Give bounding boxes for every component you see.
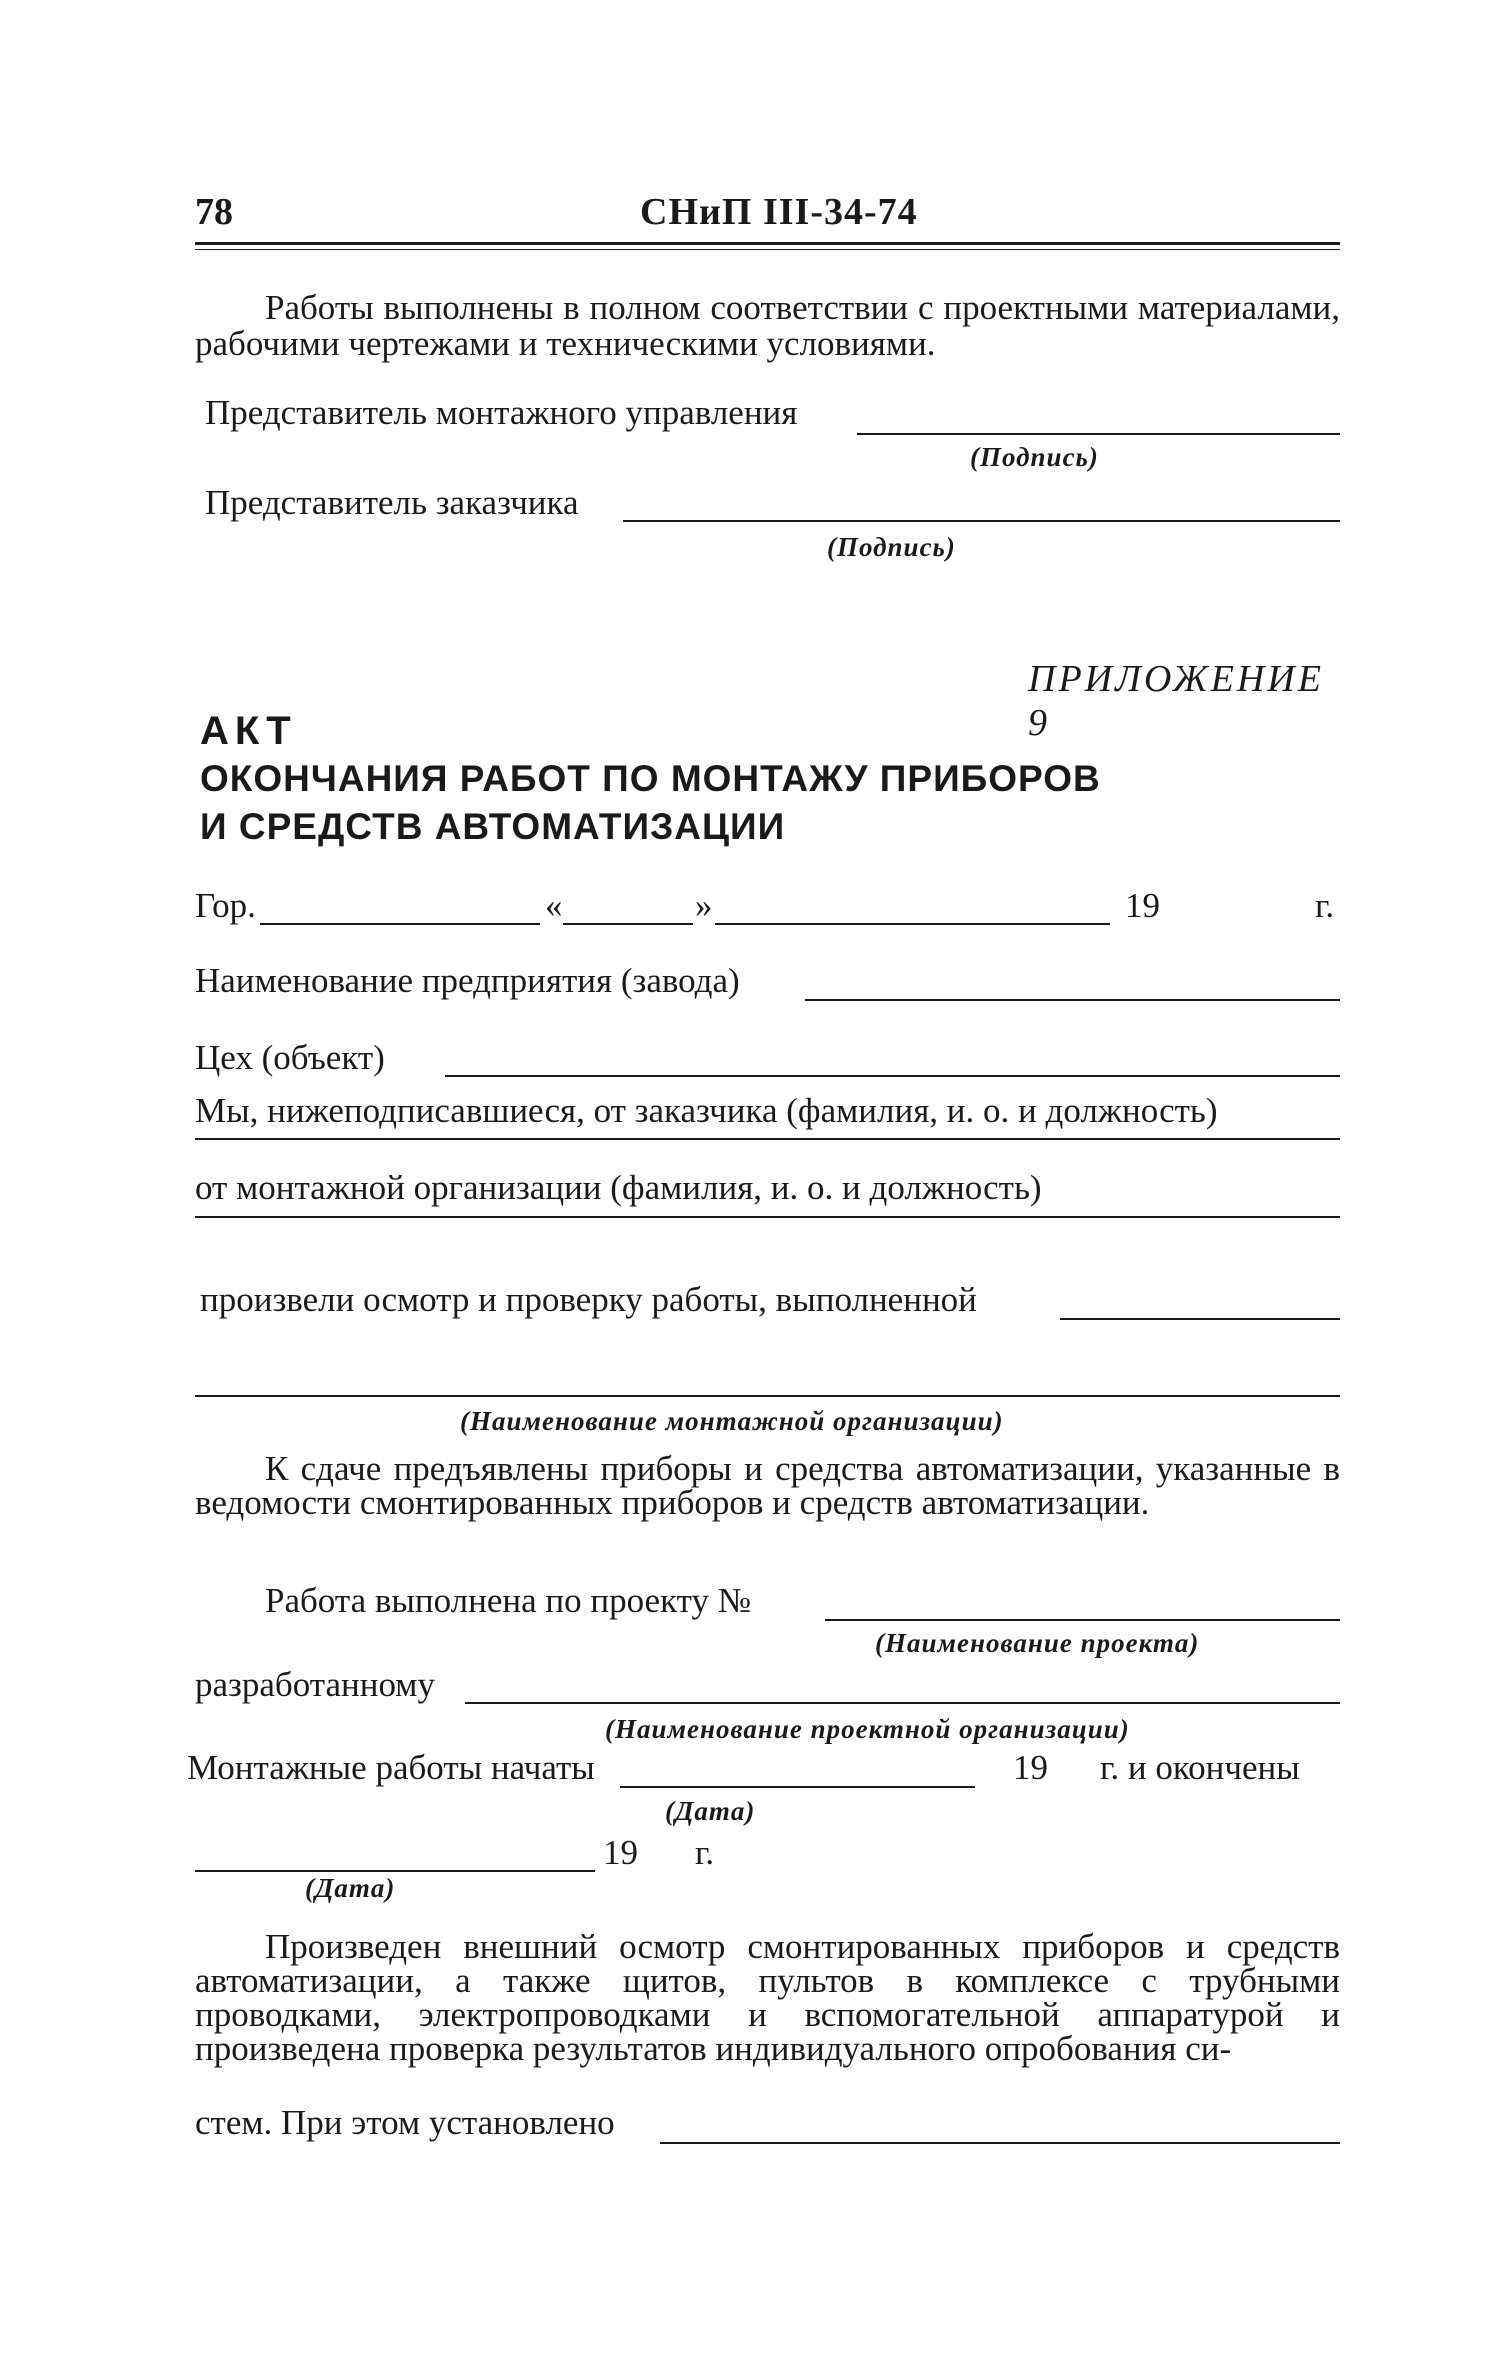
mount-org-caption: (Наименование монтажной организации) bbox=[460, 1406, 1004, 1436]
mount-org-names-field[interactable] bbox=[195, 1216, 1340, 1218]
presented-paragraph: К сдаче предъявлены приборы и средства автоматизации, указанные в ведомости смонтированных приборов и средств автоматизации. bbox=[195, 1449, 1340, 1522]
mount-rep-signature-line[interactable] bbox=[857, 433, 1340, 435]
act-title bbox=[200, 707, 1101, 851]
performed-by-field[interactable] bbox=[1060, 1318, 1340, 1320]
header-rule-thin bbox=[195, 249, 1340, 250]
quote-open: « bbox=[545, 886, 563, 925]
established-label: стем. При этом установлено bbox=[195, 2103, 615, 2142]
end-date-field[interactable] bbox=[195, 1870, 595, 1872]
customer-rep-signature-line[interactable] bbox=[623, 520, 1340, 522]
developed-label: разработанному bbox=[195, 1665, 435, 1704]
date-caption: (Дата) bbox=[665, 1796, 756, 1826]
date-caption: (Дата) bbox=[305, 1873, 396, 1903]
established-field[interactable] bbox=[660, 2142, 1340, 2144]
start-year: 19 bbox=[1013, 1748, 1048, 1787]
mount-started-label: Монтажные работы начаты bbox=[187, 1748, 595, 1787]
mount-org-name-field[interactable] bbox=[195, 1395, 1340, 1397]
doc-code: СНиП III-34-74 bbox=[640, 191, 918, 233]
end-year-suffix: г. bbox=[695, 1833, 715, 1872]
page-number: 78 bbox=[195, 191, 233, 233]
year-suffix: г. bbox=[1315, 886, 1335, 925]
enterprise-field[interactable] bbox=[805, 999, 1340, 1001]
act-title-line-3: И СРЕДСТВ АВТОМАТИЗАЦИИ bbox=[200, 806, 786, 847]
signature-caption: (Подпись) bbox=[970, 442, 1099, 472]
customer-names-field[interactable] bbox=[195, 1138, 1340, 1140]
shop-label: Цех (объект) bbox=[195, 1038, 385, 1077]
design-org-field[interactable] bbox=[465, 1702, 1340, 1704]
inspected-label: произвели осмотр и проверку работы, выполненной bbox=[200, 1280, 977, 1319]
year-prefix: 19 bbox=[1125, 886, 1160, 925]
act-title-line-1: АКТ bbox=[200, 709, 297, 753]
inspection-paragraph: Произведен внешний осмотр смонтированных приборов и средств автоматизации, а также щитов, пультов в комплексе с трубными проводками, электропроводками и вспомогательной аппаратурой и произведена проверка результатов индивидуального опробования си- bbox=[195, 1927, 1340, 2068]
city-field[interactable] bbox=[260, 923, 540, 925]
city-label: Гор. bbox=[195, 886, 256, 925]
header-rule-thick bbox=[195, 242, 1340, 245]
signature-caption: (Подпись) bbox=[827, 532, 956, 562]
month-field[interactable] bbox=[715, 923, 1110, 925]
customer-rep-label: Представитель заказчика bbox=[205, 483, 579, 522]
day-field[interactable] bbox=[563, 923, 693, 925]
enterprise-label: Наименование предприятия (завода) bbox=[195, 961, 740, 1000]
mount-rep-label: Представитель монтажного управления bbox=[205, 393, 798, 432]
project-field[interactable] bbox=[825, 1619, 1340, 1621]
design-org-caption: (Наименование проектной организации) bbox=[605, 1714, 1130, 1744]
finished-label: г. и окончены bbox=[1100, 1748, 1300, 1787]
appendix-label: ПРИЛОЖЕНИЕ 9 bbox=[1028, 658, 1324, 744]
mount-org-members-label: от монтажной организации (фамилия, и. о. и должность) bbox=[195, 1168, 1042, 1207]
quote-close: » bbox=[695, 886, 713, 925]
end-year: 19 bbox=[603, 1833, 638, 1872]
project-label: Работа выполнена по проекту № bbox=[265, 1581, 752, 1620]
undersigned-customer-label: Мы, нижеподписавшиеся, от заказчика (фамилия, и. о. и должность) bbox=[195, 1091, 1218, 1130]
project-caption: (Наименование проекта) bbox=[875, 1628, 1200, 1658]
act-title-line-2: ОКОНЧАНИЯ РАБОТ ПО МОНТАЖУ ПРИБОРОВ bbox=[200, 758, 1101, 799]
shop-field[interactable] bbox=[445, 1075, 1340, 1077]
intro-paragraph: Работы выполнены в полном соответствии с проектными материалами, рабочими чертежами и техническими условиями. bbox=[195, 288, 1340, 363]
start-date-field[interactable] bbox=[620, 1786, 975, 1788]
